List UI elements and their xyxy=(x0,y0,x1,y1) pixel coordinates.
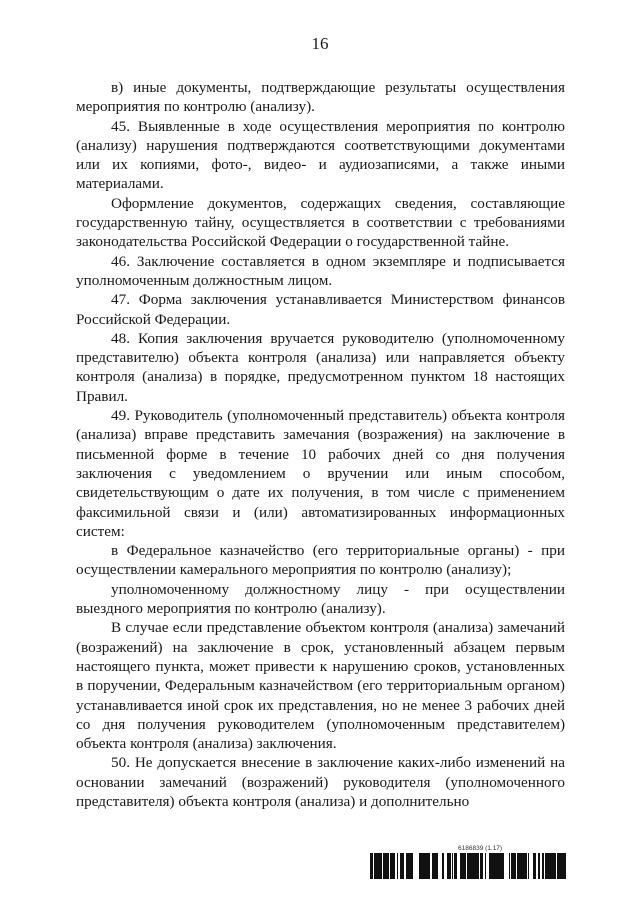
document-body xyxy=(76,78,565,811)
paragraph-45-state-secret: Оформление документов, содержащих сведения, составляющие государственную тайну, осуществляется в соответствии с требованиями законодательства Российской Федерации о государственной тайне. xyxy=(76,194,565,251)
paragraph-49-official: уполномоченному должностному лицу - при осуществлении выездного мероприятия по контролю (анализу). xyxy=(76,580,565,618)
paragraph-item-v: в) иные документы, подтверждающие результаты осуществления мероприятия по контролю (анализу). xyxy=(76,79,565,116)
page-number: 16 xyxy=(311,34,329,53)
paragraph-46: 46. Заключение составляется в одном экземпляре и подписывается уполномоченным должностным лицом. xyxy=(76,252,565,289)
barcode-icon xyxy=(370,853,570,879)
paragraph-45: 45. Выявленные в ходе осуществления мероприятия по контролю (анализу) нарушения подтверждаются соответствующими документами или их копиями, фото-, видео- и аудиозаписями, а также иными материалами. xyxy=(76,117,565,193)
paragraph-49-deadline: В случае если представление объектом контроля (анализа) замечаний (возражений) на заключение в срок, установленный абзацем первым настоящего пункта, может привести к нарушению сроков, установленных в поручении, Федеральным казначейством (его территориальным органом) устанавливается иной срок их представления, но не менее 3 рабочих дней со дня получения руководителем (уполномоченным представителем) объекта контроля (анализа) заключения. xyxy=(76,619,565,753)
paragraph-49-treasury: в Федеральное казначейство (его территориальные органы) - при осуществлении камерального мероприятия по контролю (анализу); xyxy=(76,542,565,579)
paragraph-49: 49. Руководитель (уполномоченный представитель) объекта контроля (анализа) вправе представить замечания (возражения) на заключение в письменной форме в течение 10 рабочих дней со дня получения заключения с уведомлением о вручении или иным способом, свидетельствующим о дате их получения, в том числе с применением факсимильной связи и (или) автоматизированных информационных систем: xyxy=(76,407,565,540)
paragraph-48: 48. Копия заключения вручается руководителю (уполномоченному представителю) объекта контроля (анализа) или направляется объекту контроля (анализа) в порядке, предусмотренном пунктом 18 настоящих Правил. xyxy=(76,329,565,405)
paragraph-50: 50. Не допускается внесение в заключение каких-либо изменений на основании замечаний (возражений) руководителя (уполномоченного представителя) объекта контроля (анализа) и дополнительно xyxy=(76,754,565,810)
paragraph-47: 47. Форма заключения устанавливается Министерством финансов Российской Федерации. xyxy=(76,291,565,328)
document-code: 6186839 (1.17) xyxy=(458,845,503,852)
